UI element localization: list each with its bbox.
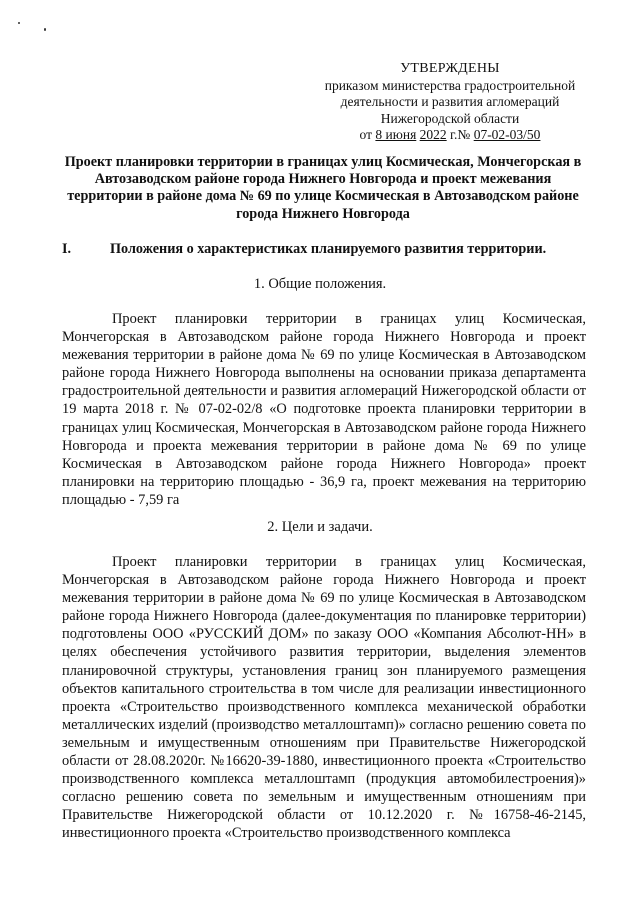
approval-day-month: 8 июня [375, 127, 417, 142]
section-number: I. [62, 241, 72, 257]
scan-speck-mark [18, 22, 20, 24]
section-heading [62, 240, 602, 258]
document-title: Проект планировки территории в границах улиц Космическая, Мончегорская в Автозаводском районе города Нижнего Новгорода и проект межевания территории в районе дома № 69 по улице Космическая в Автозаводском районе города Нижнего Новгорода [64, 154, 582, 222]
approval-line: приказом министерства градостроительной [324, 77, 576, 93]
scan-speck-mark [44, 28, 46, 31]
section-title: Положения о характеристиках планируемого развития территории. [110, 241, 547, 257]
subsection-heading-general: 1. Общие положения. [253, 276, 387, 292]
date-mid: г.№ [446, 127, 474, 142]
approval-line: Нижегородской области [380, 110, 520, 126]
approval-line: деятельности и развития агломераций [340, 94, 560, 109]
date-prefix: от [359, 127, 376, 142]
subsection-heading-goals: 2. Цели и задачи. [267, 519, 373, 535]
approval-date-line [300, 127, 600, 144]
approval-block [300, 61, 600, 144]
approval-title: УТВЕРЖДЕНЫ [400, 61, 500, 76]
paragraph-goals-tasks: Проект планировки территории в границах улиц Космическая, Мончегорская в Автозаводском районе города Нижнего Новгорода и проект межевания территории в районе дома № 69 по улице Космическая в Автозаводском районе города Нижнего Новгорода (далее-документация по планировке территории) подготовлены ООО «РУССКИЙ ДОМ» по заказу ООО «Компания Абсолют-НН» в целях обеспечения устойчивого развития территории, выделения элементов планировочной структуры, установления границ зон планируемого размещения объектов капитального строительства в том числе для реализации инвестиционного проекта «Строительство производственного комплекса механической обработки металлических изделий (производство металлоштамп)» согласно решению совета по земельным и имущественным отношениям при Правительстве Нижегородской области от 28.08.2020г. №16620-39-1880, инвестиционного проекта «Строительство производственного комплекса металлоштамп (продукция автомобилестроения)» согласно решению совета по земельным и имущественным отношениям при Правительстве Нижегородской области от 10.12.2020 г. №16758-46-2145, инвестиционного проекта «Строительство производственного комплекса [62, 554, 586, 842]
order-number: 07-02-03/50 [473, 127, 541, 142]
approval-year: 2022 [419, 127, 447, 142]
paragraph-general-provisions: Проект планировки территории в границах улиц Космическая, Мончегорская в Автозаводском районе города Нижнего Новгорода и проект межевания территории в районе дома № 69 по улице Космическая в Автозаводском районе города Нижнего Новгорода выполнены на основании приказа департамента градостроительной деятельности и развития агломераций Нижегородской области от 19 марта 2018 г. № 07-02-02/8 «О подготовке проекта планировки территории в границах улиц Космическая, Мончегорская в Автозаводском районе города Нижнего Новгорода и проекта межевания территории в районе дома № 69 по улице Космическая в Автозаводском районе города Нижнего Новгорода» проект планировки на территорию площадью - 36,9 га, проект межевания на территорию площадью - 7,59 га [62, 311, 586, 508]
